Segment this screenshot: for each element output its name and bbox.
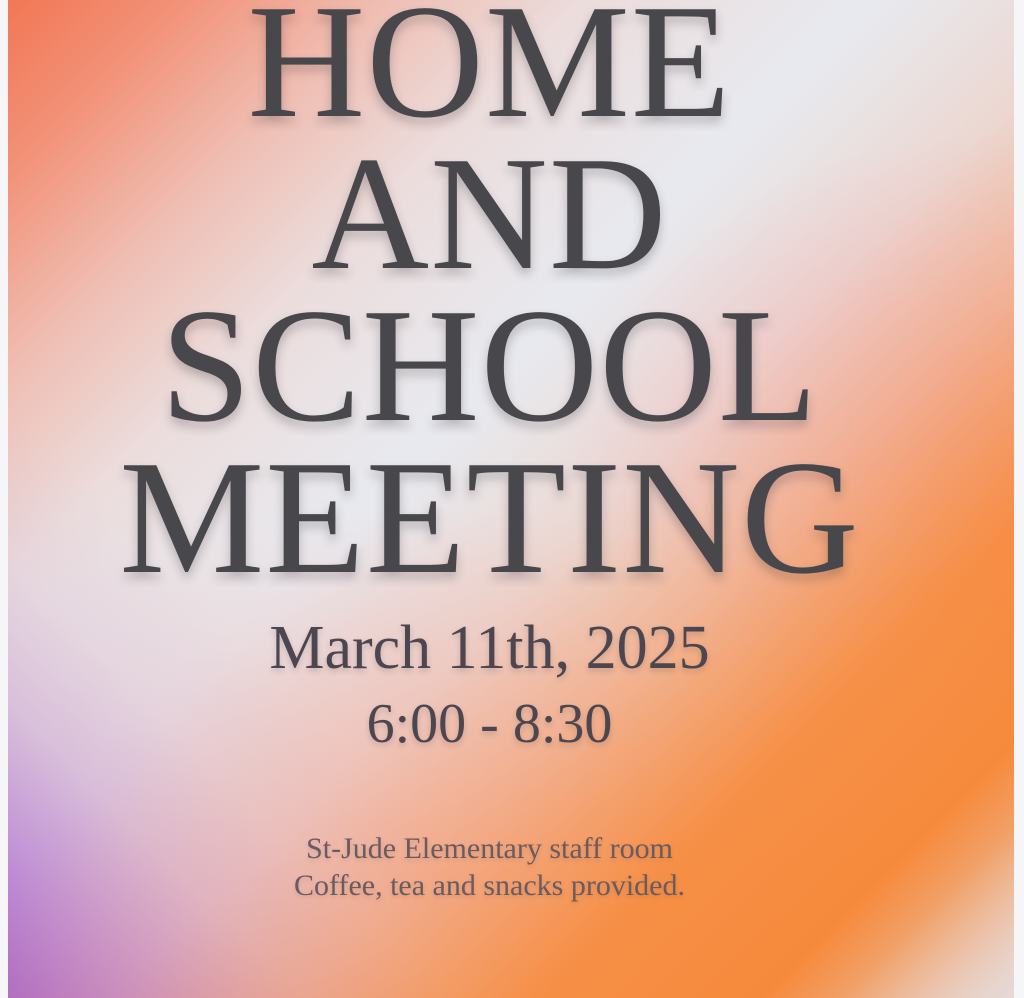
title-line-home: HOME xyxy=(247,0,732,152)
meeting-time: 6:00 - 8:30 xyxy=(366,693,613,755)
meeting-details xyxy=(0,830,979,904)
right-edge-border xyxy=(1014,0,1024,998)
left-edge-border xyxy=(0,0,8,998)
title-line-meeting: MEETING xyxy=(119,428,860,608)
meeting-date: March 11th, 2025 xyxy=(269,614,710,682)
title-line-and: AND xyxy=(311,124,668,304)
meeting-refreshments: Coffee, tea and snacks provided. xyxy=(294,869,685,902)
title-line-school: SCHOOL xyxy=(160,276,819,456)
meeting-location: St-Jude Elementary staff room xyxy=(306,832,673,865)
